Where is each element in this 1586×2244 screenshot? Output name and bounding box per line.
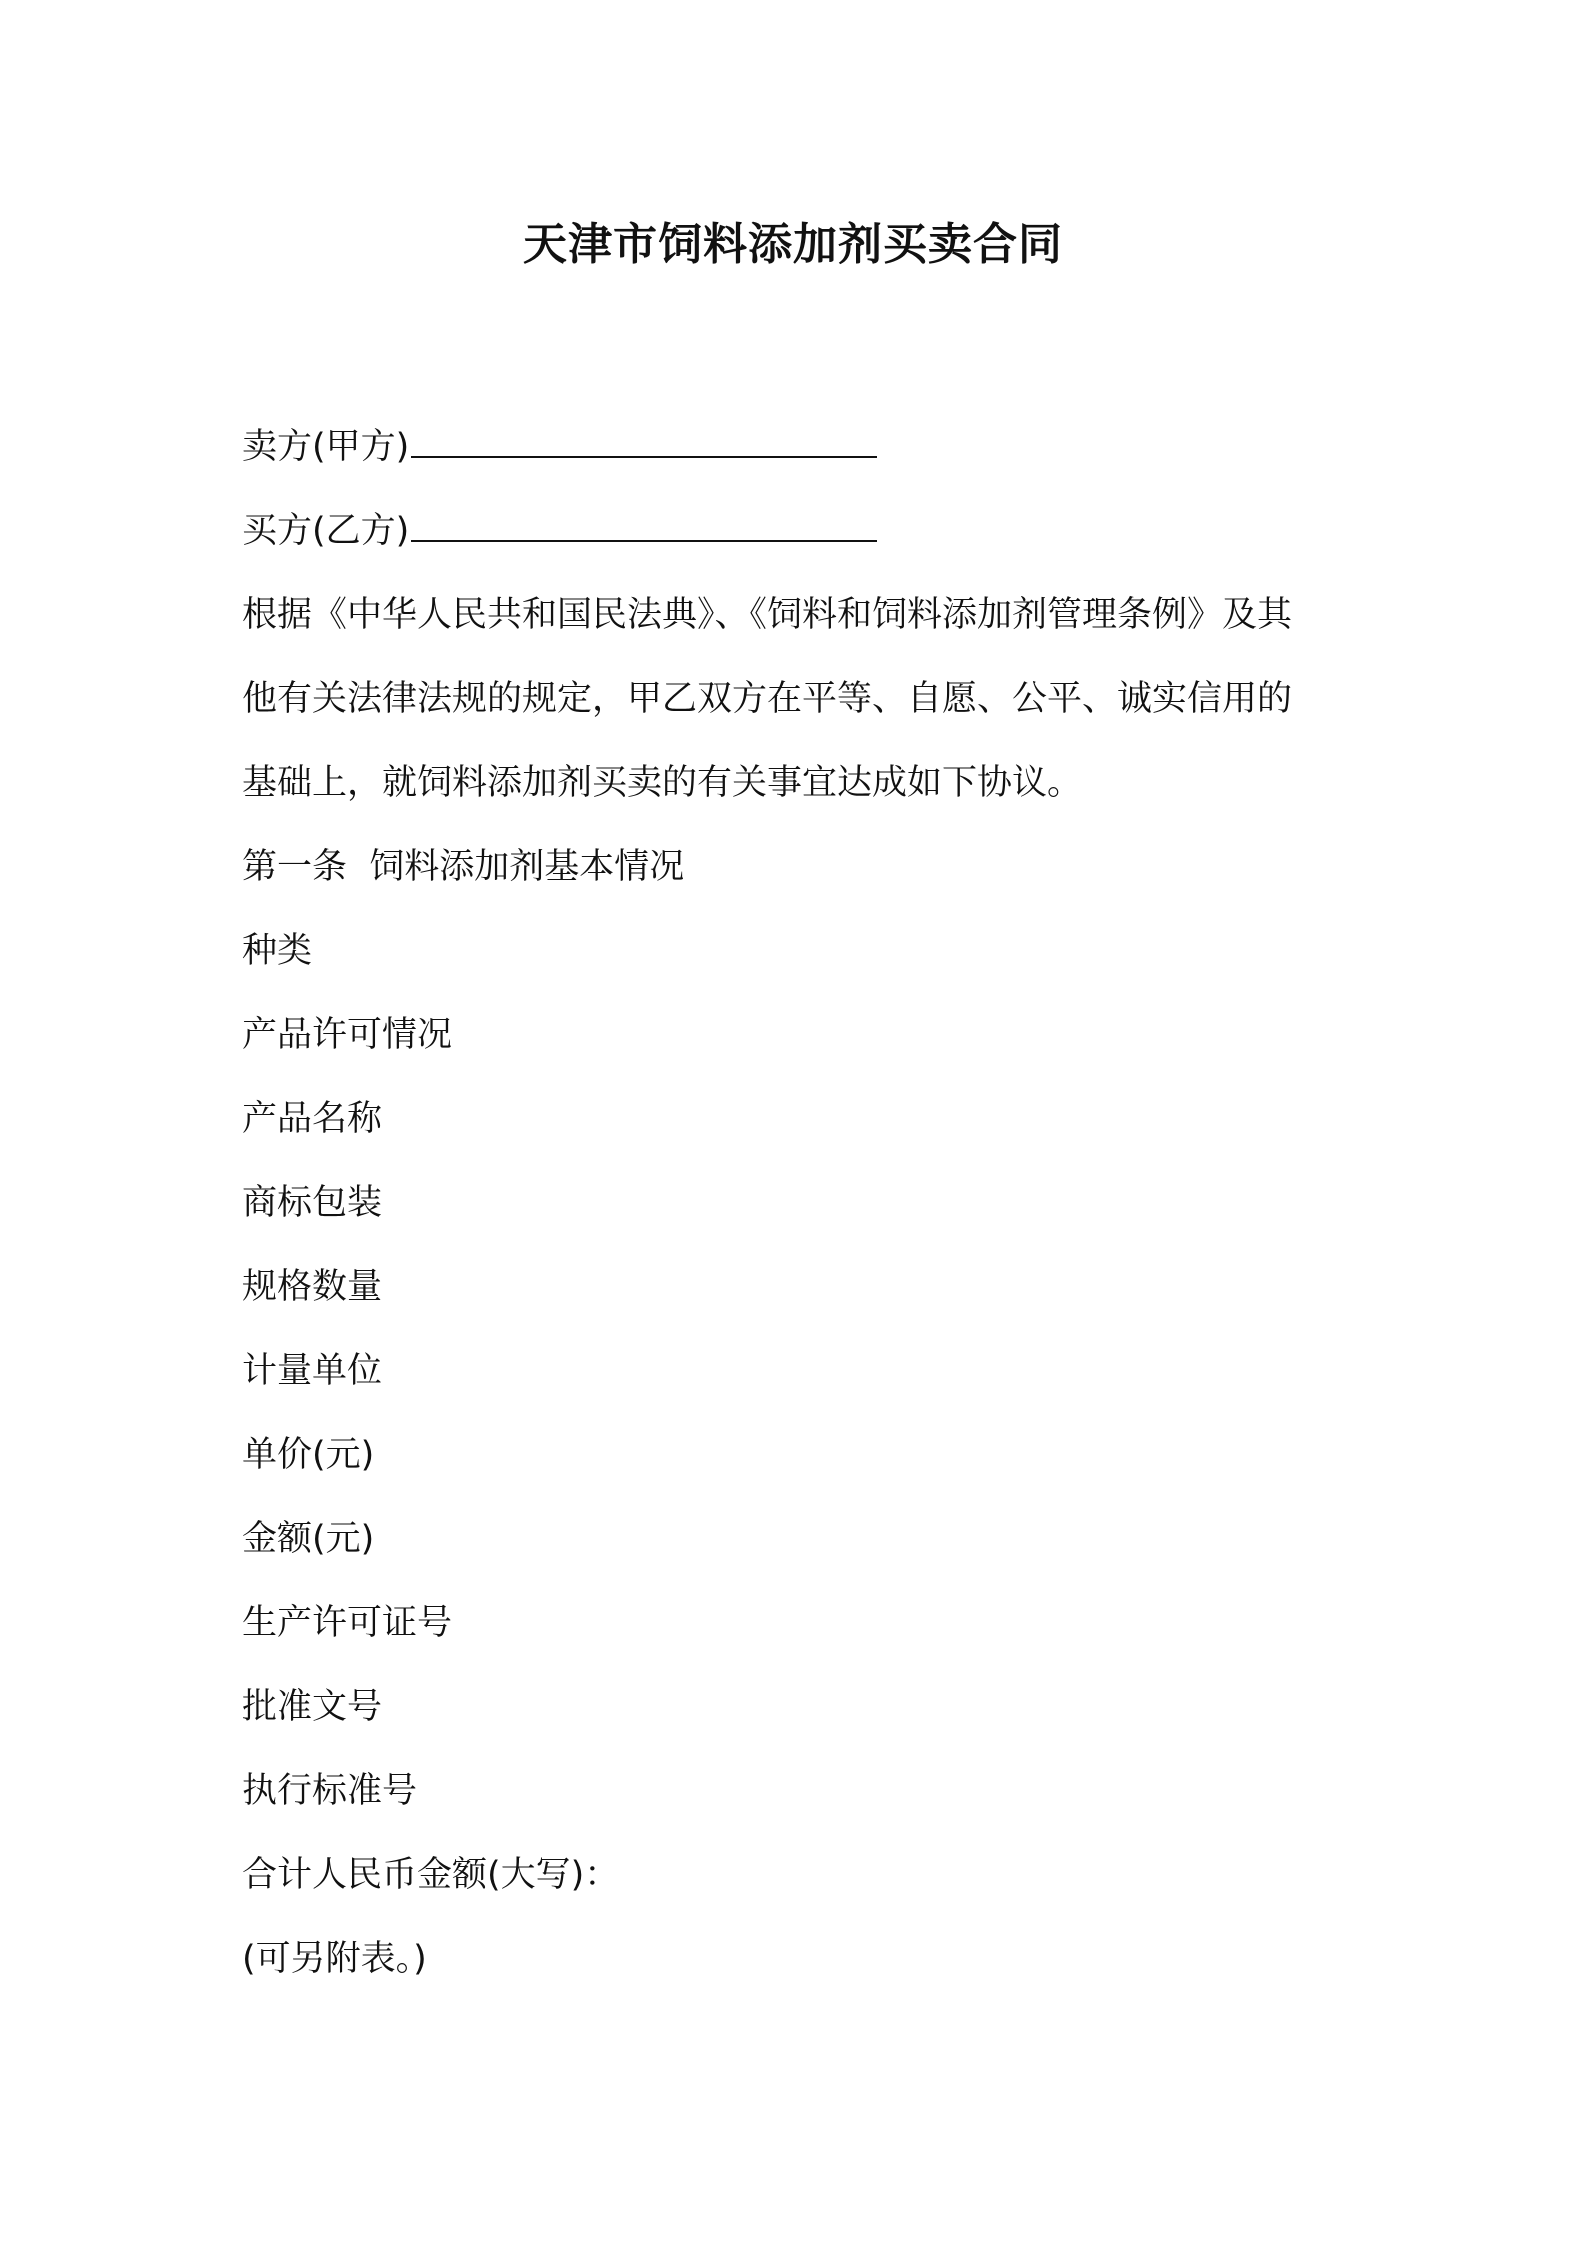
buyer-blank (411, 500, 877, 542)
field-production-license-no: 生产许可证号 (242, 1603, 453, 1643)
field-product-name: 产品名称 (242, 1099, 383, 1139)
seller-line (242, 405, 1362, 489)
field-approval-no: 批准文号 (242, 1687, 383, 1727)
field-attachment-note: (可另附表。) (242, 1939, 427, 1979)
buyer-line (242, 489, 1362, 573)
document-title: 天津市饲料添加剂买卖合同 (523, 219, 1063, 270)
field-category: 种类 (242, 931, 313, 971)
buyer-label: 买方(乙方) (242, 511, 410, 551)
field-total-rmb-uppercase: 合计人民币金额(大写)： (242, 1855, 620, 1895)
article-1-heading: 第一条 饲料添加剂基本情况 (242, 847, 685, 887)
field-amount: 金额(元) (242, 1519, 375, 1559)
preamble-paragraph (242, 573, 1362, 825)
field-product-license: 产品许可情况 (242, 1015, 453, 1055)
preamble-line: 他有关法律法规的规定，甲乙双方在平等、自愿、公平、诚实信用的 (242, 679, 1293, 719)
field-unit-price: 单价(元) (242, 1435, 375, 1475)
seller-label: 卖方(甲方) (242, 427, 410, 467)
field-trademark-packaging: 商标包装 (242, 1183, 383, 1223)
field-unit-of-measure: 计量单位 (242, 1351, 383, 1391)
preamble-line: 根据《中华人民共和国民法典》、《饲料和饲料添加剂管理条例》及其 (242, 595, 1293, 635)
field-standard-no: 执行标准号 (242, 1771, 418, 1811)
preamble-line: 基础上，就饲料添加剂买卖的有关事宜达成如下协议。 (242, 763, 1083, 803)
field-spec-quantity: 规格数量 (242, 1267, 383, 1307)
contract-body (242, 405, 1362, 2001)
seller-blank (411, 416, 877, 458)
